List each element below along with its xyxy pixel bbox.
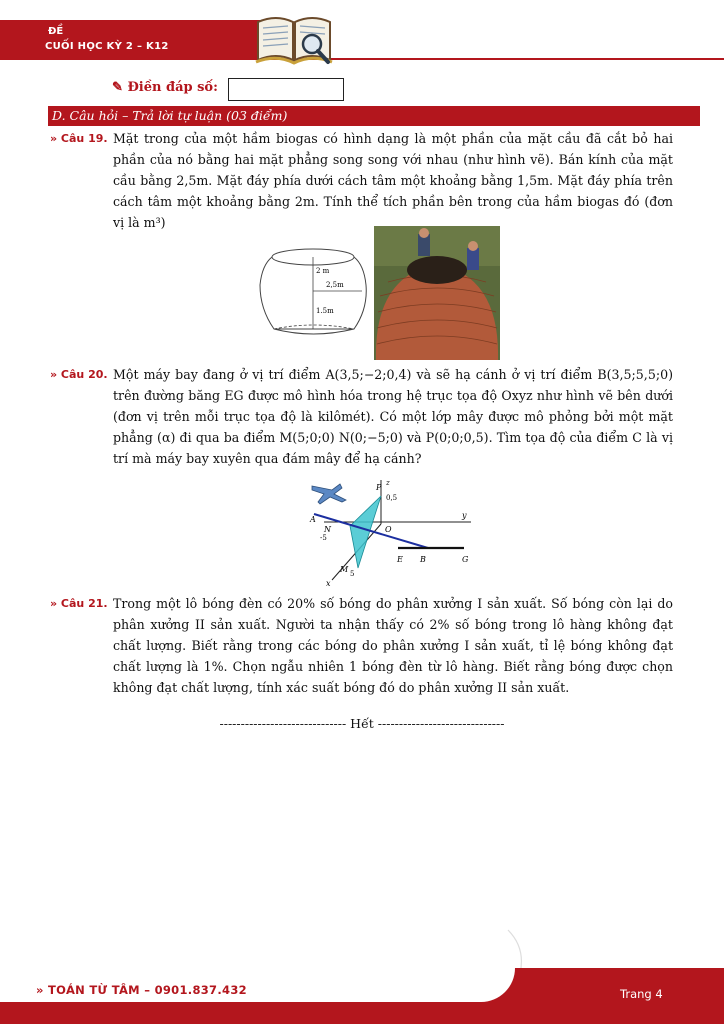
fig2-label-x: x [326, 579, 331, 588]
page-number: Trang 4 [620, 987, 663, 1001]
fig2-label-z: z [386, 479, 390, 487]
airplane-icon [312, 484, 346, 504]
airplane-cloud-plane-diagram [306, 476, 476, 588]
header-title-line1: ĐỀ [48, 26, 64, 37]
fig2-label-neg5: -5 [320, 534, 327, 542]
question-19-text: Mặt trong của một hầm biogas có hình dạng là một phần của mặt cầu đã cắt bỏ hai phần của nó bằng hai mặt phẳng song song với nhau (như hình vẽ). Bán kính của mặt cầu bằng 2,5m. Mặt đáy phía dưới cách tâm một khoảng bằng 1,5m. Mặt đáy phía trên cách tâm một khoảng bằng 2m. Tính thể tích phần bên trong của hầm biogas đó (đơn vị là m³) [113, 131, 673, 230]
answer-input-box[interactable] [228, 78, 344, 101]
fig2-label-p-val: 0,5 [386, 494, 398, 502]
fig2-label-b: B [420, 555, 426, 564]
header-band [0, 20, 262, 60]
fig2-label-five: 5 [350, 570, 355, 578]
fig2-label-e: E [397, 555, 403, 564]
fig2-label-g: G [462, 555, 469, 564]
footer-brand: » TOÁN TỪ TÂM – 0901.837.432 [36, 983, 247, 997]
section-title: D. Câu hỏi – Trả lời tự luận (03 điểm) [48, 106, 700, 126]
question-20-text: Một máy bay đang ở vị trí điểm A(3,5;−2;0,4) và sẽ hạ cánh ở vị trí điểm B(3,5;5,5;0) trên đường băng EG được mô hình hóa trong hệ trục tọa độ Oxyz như hình vẽ bên dưới (đơn vị trên mỗi trục tọa độ là kilômét). Có một lớp mây được mô phỏng bởi một mặt phẳng (α) đi qua ba điểm M(5;0;0) N(0;−5;0) và P(0;0;0,5). Tìm tọa độ của điểm C là vị trí mà máy bay xuyên qua đám mây để hạ cánh? [113, 367, 673, 466]
fig1-lower-label: 1.5m [316, 307, 334, 315]
fig1-radius-label: 2,5m [326, 281, 344, 289]
biogas-tank-photo [374, 226, 500, 360]
question-19-label: » Câu 19. [50, 132, 108, 145]
fig2-label-n: N [324, 525, 331, 534]
fig2-label-y: y [462, 511, 467, 520]
answer-prompt [112, 80, 218, 95]
biogas-sphere-diagram [258, 235, 368, 345]
open-book-magnifier-icon [252, 8, 336, 68]
header-title-line2: CUỐI HỌC KỲ 2 – K12 [45, 41, 169, 52]
pencil-icon: ✎ [112, 80, 123, 95]
end-marker: ------------------------------ Hết ------------------------------ [219, 716, 505, 731]
question-20-label: » Câu 20. [50, 368, 108, 381]
question-21-label: » Câu 21. [50, 597, 108, 610]
question-21-text: Trong một lô bóng đèn có 20% số bóng do phân xưởng I sản xuất. Số bóng còn lại do phân xưởng II sản xuất. Người ta nhận thấy có 2% số bóng trong lô hàng không đạt chất lượng. Biết rằng trong các bóng do phân xưởng I sản xuất, tỉ lệ bóng không đạt chất lượng là 1%. Chọn ngẫu nhiên 1 bóng đèn từ lô hàng. Biết rằng bóng được chọn không đạt chất lượng, tính xác suất bóng đó do phân xưởng II sản xuất. [113, 596, 673, 695]
fig2-label-m: M [340, 565, 349, 574]
fig2-label-a: A [310, 515, 316, 524]
answer-label: Điền đáp số: [127, 80, 218, 95]
fig2-label-p: P [376, 483, 382, 492]
fig1-upper-label: 2 m [316, 267, 330, 275]
fig2-label-o: O [385, 525, 392, 534]
